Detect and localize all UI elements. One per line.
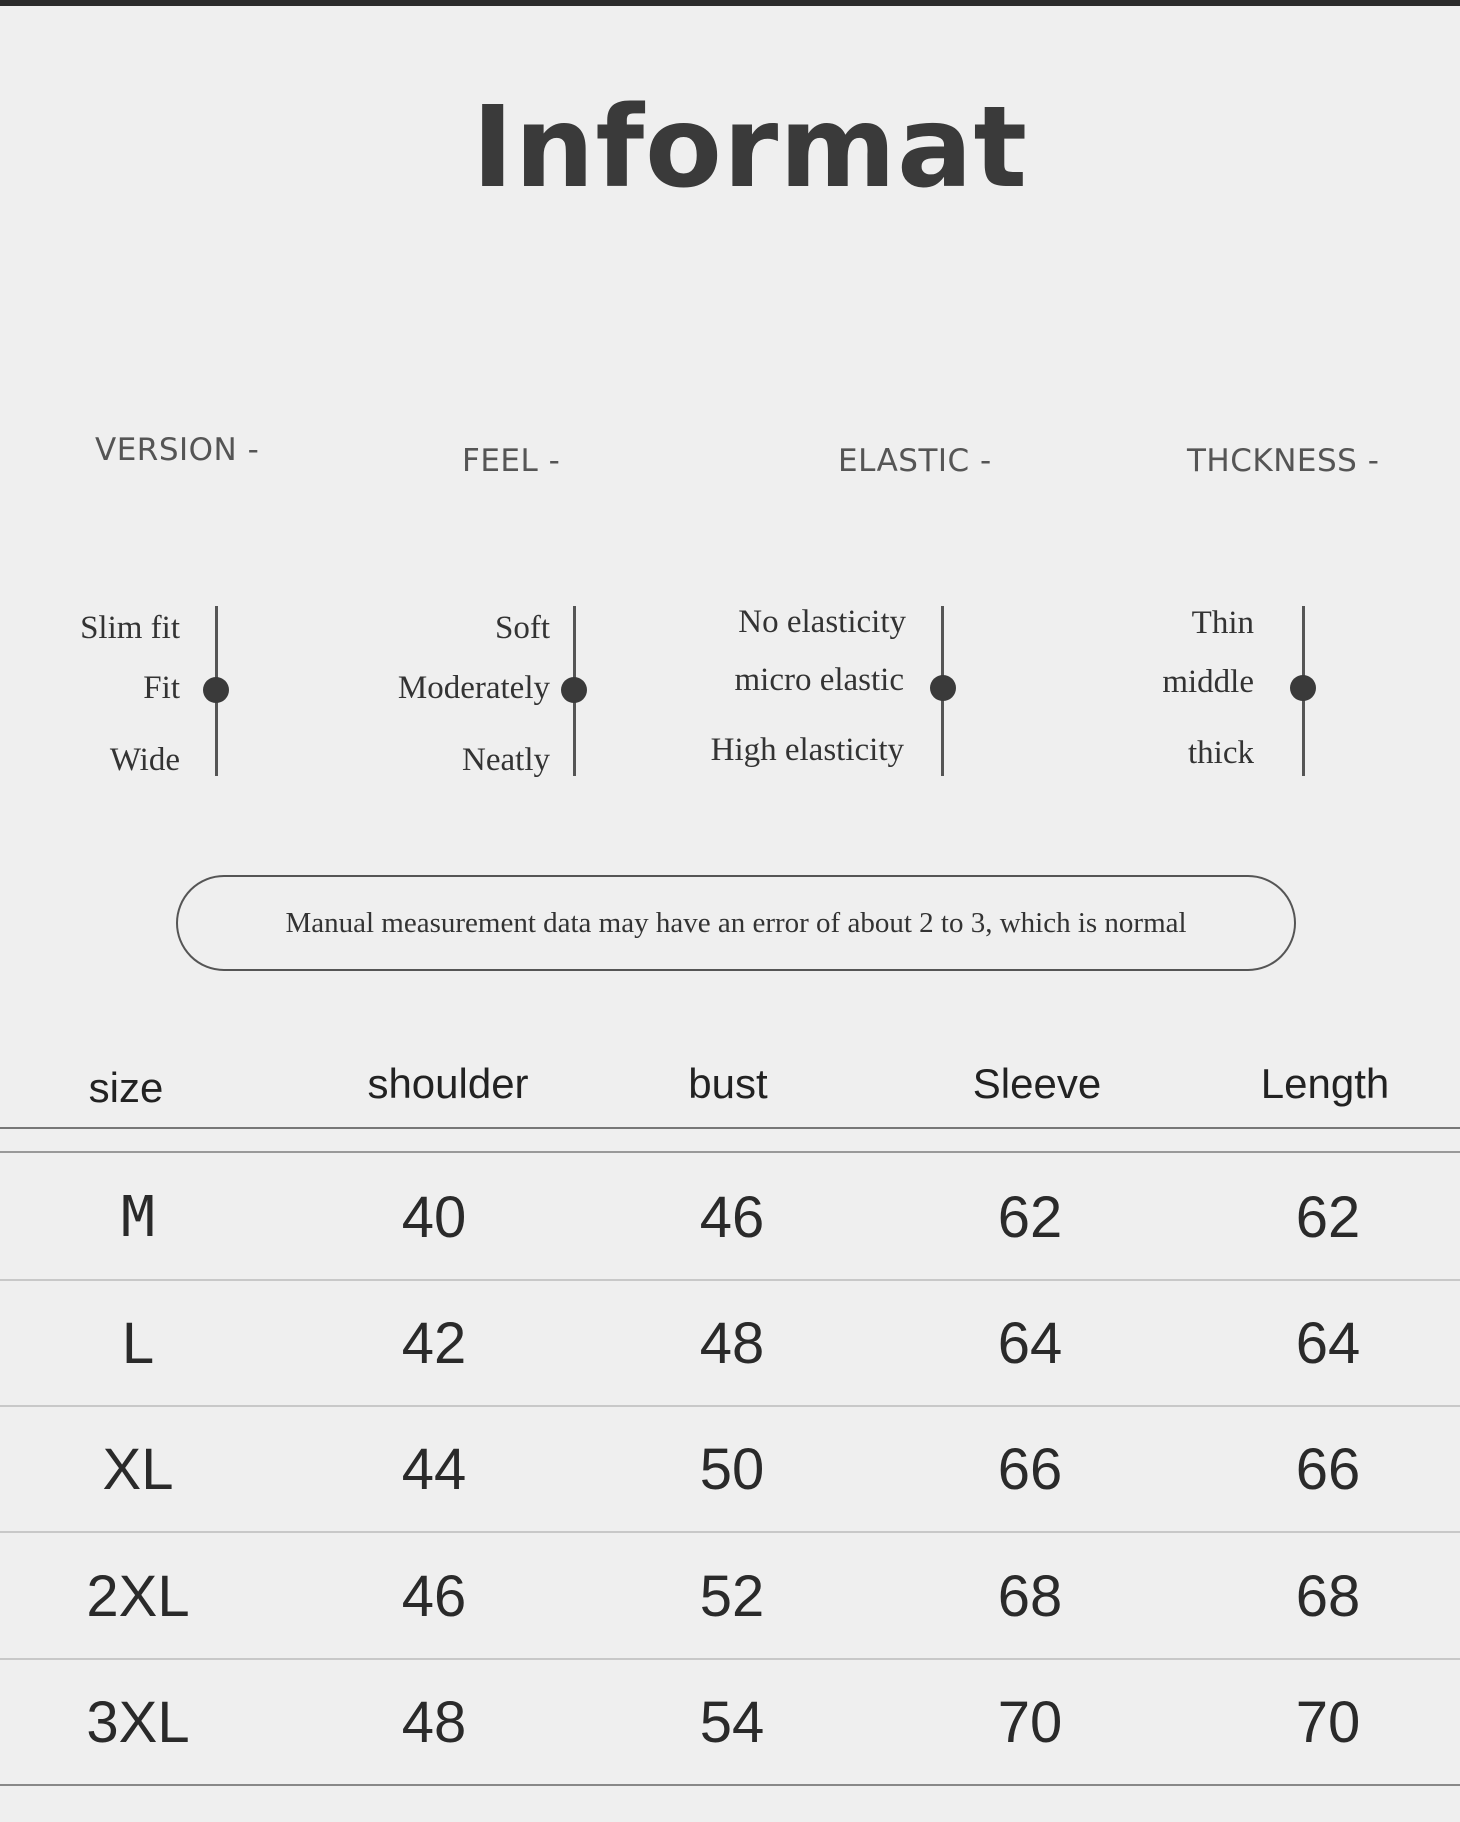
table-cell-shoulder: 44 bbox=[401, 1437, 467, 1502]
feel-scale-marker bbox=[561, 677, 587, 703]
table-cell-sleeve: 68 bbox=[997, 1564, 1063, 1629]
table-cell-size: L bbox=[121, 1311, 155, 1376]
table-header-length: Length bbox=[1260, 1060, 1390, 1107]
table-header-sleeve: Sleeve bbox=[972, 1060, 1102, 1107]
table-header-shoulder: shoulder bbox=[367, 1060, 529, 1107]
feel-heading: FEEL - bbox=[462, 443, 561, 479]
table-cell-bust: 54 bbox=[699, 1690, 765, 1755]
measurement-note-box bbox=[176, 875, 1296, 971]
thickness-option-thick: thick bbox=[1188, 735, 1254, 771]
table-header-size: size bbox=[88, 1064, 164, 1111]
table-cell-shoulder: 48 bbox=[401, 1690, 467, 1755]
elastic-option-no-elasticity: No elasticity bbox=[738, 604, 906, 640]
version-scale-marker bbox=[203, 677, 229, 703]
version-option-wide: Wide bbox=[109, 742, 180, 778]
table-cell-bust: 48 bbox=[699, 1311, 765, 1376]
table-cell-bust: 46 bbox=[699, 1185, 765, 1250]
table-cell-length: 66 bbox=[1295, 1437, 1361, 1502]
table-cell-size: 2XL bbox=[86, 1564, 190, 1629]
version-option-fit: Fit bbox=[143, 670, 180, 706]
version-heading: VERSION - bbox=[95, 432, 260, 468]
table-row-divider bbox=[0, 1531, 1460, 1533]
table-header-rule-top bbox=[0, 1127, 1460, 1129]
measurement-note-text: Manual measurement data may have an error of about 2 to 3, which is normal bbox=[285, 906, 1187, 939]
table-cell-shoulder: 42 bbox=[401, 1311, 467, 1376]
elastic-heading: ELASTIC - bbox=[838, 443, 992, 479]
feel-option-soft: Soft bbox=[494, 610, 550, 646]
table-cell-shoulder: 46 bbox=[401, 1564, 467, 1629]
table-cell-sleeve: 62 bbox=[997, 1185, 1063, 1250]
table-row-divider bbox=[0, 1279, 1460, 1281]
table-cell-size: 3XL bbox=[86, 1690, 190, 1755]
version-option-slim-fit: Slim fit bbox=[80, 610, 180, 646]
table-row-divider bbox=[0, 1658, 1460, 1660]
table-header-bust: bust bbox=[688, 1060, 768, 1107]
table-cell-bust: 50 bbox=[699, 1437, 765, 1502]
table-cell-length: 64 bbox=[1295, 1311, 1361, 1376]
thickness-option-thin: Thin bbox=[1191, 605, 1254, 641]
table-cell-bust: 52 bbox=[699, 1564, 765, 1629]
table-bottom-rule bbox=[0, 1784, 1460, 1786]
table-header-rule-bottom bbox=[0, 1151, 1460, 1153]
table-cell-length: 62 bbox=[1295, 1185, 1361, 1250]
table-cell-length: 70 bbox=[1295, 1690, 1361, 1755]
top-border bbox=[0, 0, 1460, 6]
thickness-heading: THCKNESS - bbox=[1187, 443, 1380, 479]
feel-option-moderately: Moderately bbox=[397, 670, 550, 706]
table-cell-sleeve: 66 bbox=[997, 1437, 1063, 1502]
thickness-scale-marker bbox=[1290, 675, 1316, 701]
page-title: Informat bbox=[471, 83, 1029, 213]
elastic-option-micro-elastic: micro elastic bbox=[734, 662, 904, 698]
table-row-divider bbox=[0, 1405, 1460, 1407]
table-cell-sleeve: 70 bbox=[997, 1690, 1063, 1755]
table-cell-sleeve: 64 bbox=[997, 1311, 1063, 1376]
table-cell-length: 68 bbox=[1295, 1564, 1361, 1629]
elastic-scale-marker bbox=[930, 675, 956, 701]
thickness-option-middle: middle bbox=[1162, 664, 1254, 700]
table-cell-size: XL bbox=[102, 1437, 174, 1502]
feel-option-neatly: Neatly bbox=[462, 742, 550, 778]
table-cell-shoulder: 40 bbox=[401, 1185, 467, 1250]
elastic-option-high-elasticity: High elasticity bbox=[710, 732, 904, 768]
table-cell-size: M bbox=[121, 1185, 155, 1250]
